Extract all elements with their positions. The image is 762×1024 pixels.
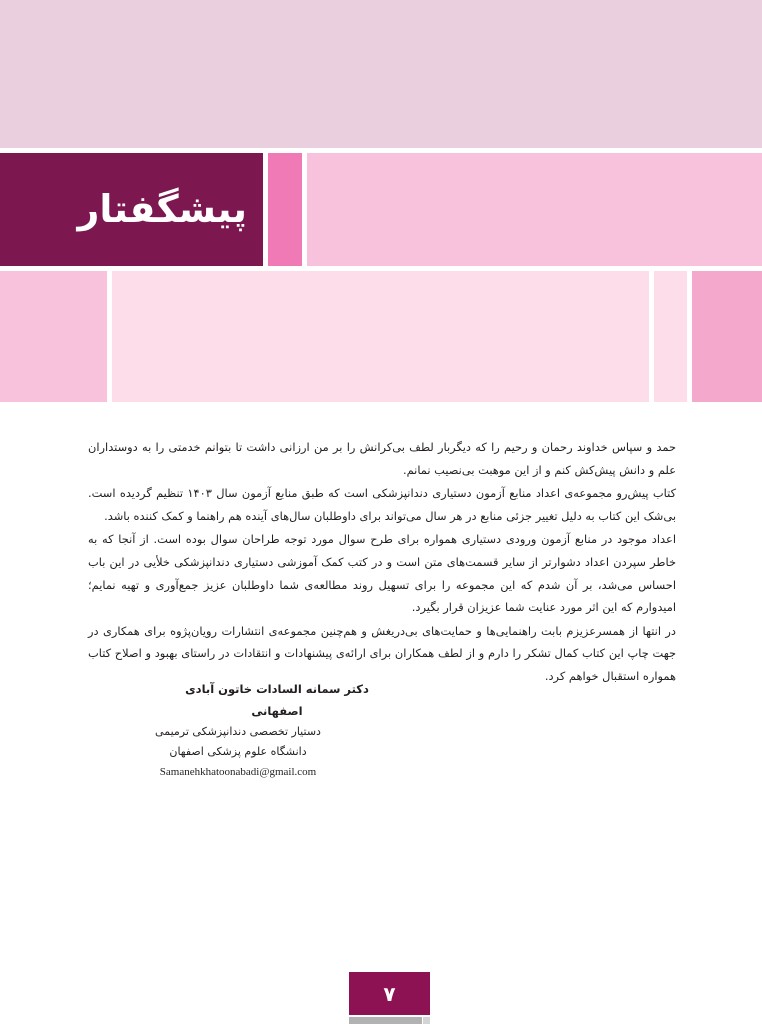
paragraph: در انتها از همسرعزیزم بابت راهنمایی‌ها و حمایت‌های بی‌دریغش و هم‌چنین مجموعه‌ی انتشارات رویان‌پژوه برای همکاری در جهت چاپ این کتاب کمال تشکر را دارم و از لطف همکاران برای ارائه‌ی پیشنهادات و انتقادات در راستای بهبود و اصلاح کتاب همواره استقبال خواهم کرد. [88, 623, 676, 683]
author-name: دکتر سمانه السادات خاتون آبادی اصفهانی [185, 682, 369, 718]
header-top-band [0, 0, 762, 148]
preface-body [88, 436, 676, 689]
paragraph: اعداد موجود در منابع آزمون ورودی دستیاری همواره برای طرح سوال مورد توجه طراحان سوال بوده است. از آنجا که به خاطر سپردن اعداد دشوارتر از سایر قسمت‌های متن است و در کتب کمک آموزشی دستیاری دندانپزشکی خلأیی در این باب احساس می‌شد، بر آن شدم که این مجموعه را برای تسهیل روند مطالعه‌ی شما داوطلبان عزیز جمع‌آوری و تهیه نمایم؛ امیدوارم که این اثر مورد عنایت شما عزیزان قرار بگیرد. [88, 532, 676, 615]
paragraph: حمد و سپاس خداوند رحمان و رحیم را که دیگربار لطف بی‌کرانش را بر من ارزانی داشت تا بتوانم خدمتی را به دوستداران علم و دانش پیش‌کش کنم و از این موهبت بی‌نصیب نمانم. [88, 440, 676, 477]
author-email[interactable]: Samanehkhatoonabadi@gmail.com [159, 766, 317, 778]
header-lower-left-panel [0, 271, 107, 402]
page-title: پیشگفتار [77, 187, 247, 231]
accent-bar [268, 153, 302, 266]
footer-gray-strip [349, 1017, 422, 1024]
title-block [0, 153, 263, 266]
page-number: ۷ [383, 981, 396, 1006]
paragraph: کتاب پیش‌رو مجموعه‌ی اعداد منابع آزمون دستیاری دندانپزشکی است که طبق منابع آزمون سال ۱۴۰۳ تنظیم گردیده است. بی‌شک این کتاب به دلیل تغییر جزئی منابع در هر سال می‌تواند برای داوطلبان سال‌های آینده هم راهنما و کمک کننده باشد. [88, 486, 676, 523]
header-lower-center-panel [112, 271, 649, 402]
header-right-panel [307, 153, 762, 266]
footer-gray-strip-small [423, 1017, 430, 1024]
signature-block [88, 678, 388, 782]
author-title: دستیار تخصصی دندانپزشکی ترمیمی [155, 725, 321, 738]
header-lower-right-panel [692, 271, 762, 402]
header-lower-right-strip [654, 271, 687, 402]
page-number-box [349, 972, 430, 1015]
author-affiliation: دانشگاه علوم پزشکی اصفهان [169, 745, 307, 758]
